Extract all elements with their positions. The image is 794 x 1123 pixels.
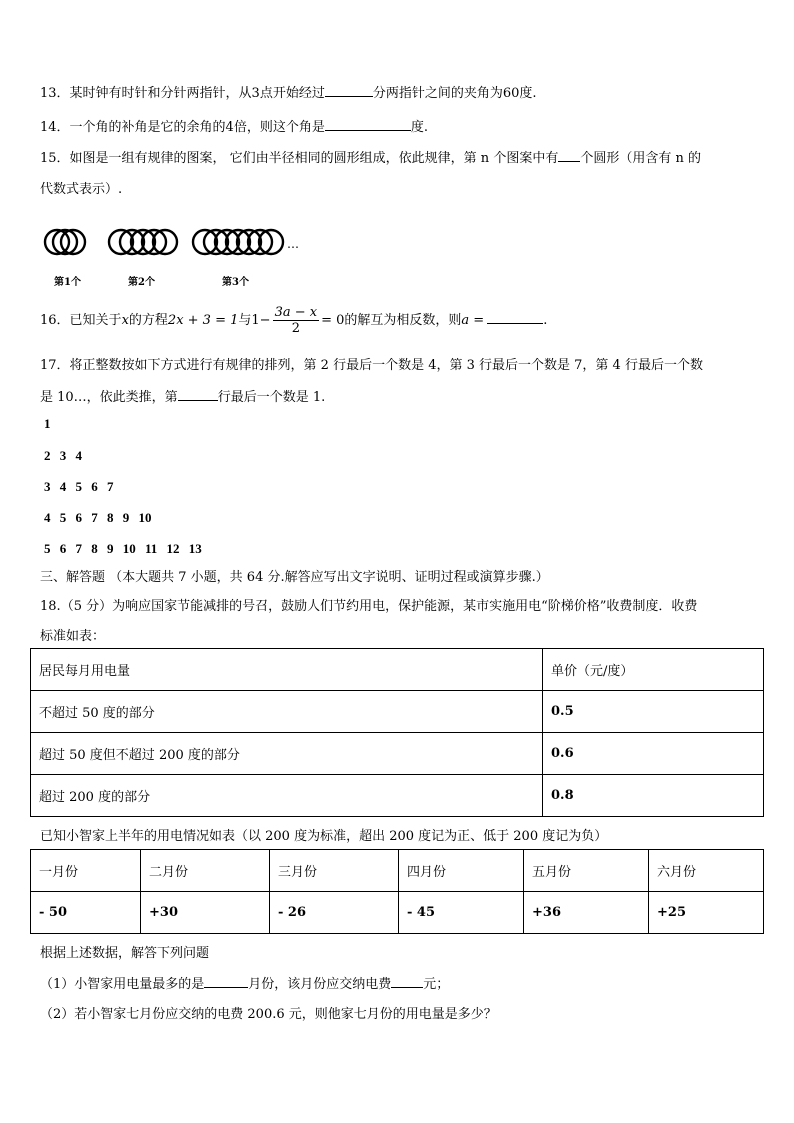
question-text: 如图是一组有规律的图案， 它们由半径相同的圆形组成，依此规律，第 n 个图案中有 bbox=[69, 151, 559, 166]
table-cell: - 26 bbox=[270, 892, 399, 934]
section-heading: 三、解答题 （本大题共 7 小题，共 64 分.解答应写出文字说明、证明过程或演算步骤.） bbox=[40, 570, 549, 585]
pattern-3 bbox=[193, 230, 283, 254]
question-text: 行最后一个数是 1. bbox=[217, 390, 326, 405]
table-header-cell: 三月份 bbox=[270, 850, 399, 892]
sub-question-2: （2）若小智家七月份应交纳的电费 200.6 元，则他家七月份的用电量是多少？ bbox=[40, 1007, 497, 1022]
table-cell: +25 bbox=[649, 892, 764, 934]
question-17-line2 bbox=[40, 386, 325, 405]
question-text: . bbox=[543, 313, 548, 328]
table-row bbox=[31, 892, 764, 934]
answer-blank[interactable] bbox=[178, 388, 218, 401]
question-number: 14． bbox=[40, 120, 70, 135]
question-15-line1 bbox=[40, 147, 701, 166]
question-18-line2: 标准如表： bbox=[40, 629, 106, 644]
table-header-cell: 单价（元/度） bbox=[543, 649, 764, 691]
answer-blank[interactable] bbox=[487, 311, 543, 324]
question-number: 18. bbox=[40, 599, 61, 614]
question-number: 15． bbox=[40, 151, 70, 166]
answer-intro: 根据上述数据，解答下列问题 bbox=[40, 946, 210, 961]
table-header-cell: 居民每月用电量 bbox=[31, 649, 543, 691]
question-number: 13． bbox=[40, 86, 70, 101]
math-var: x bbox=[121, 313, 129, 328]
question-text: 某时钟有时针和分针两指针，从3点开始经过 bbox=[69, 86, 325, 101]
answer-blank[interactable] bbox=[558, 149, 580, 162]
question-text: 已知关于 bbox=[69, 313, 122, 328]
question-text: 分两指针之间的夹角为60度. bbox=[372, 86, 537, 101]
ellipsis: … bbox=[287, 237, 299, 251]
table-header-cell: 六月份 bbox=[649, 850, 764, 892]
fraction-denominator: 2 bbox=[291, 321, 300, 336]
usage-table bbox=[30, 849, 764, 934]
table-cell: 0.5 bbox=[543, 691, 764, 733]
question-number: 17． bbox=[40, 358, 70, 373]
caption-3: 第3个 bbox=[222, 277, 249, 288]
question-18-line1 bbox=[40, 595, 697, 614]
table-header-row bbox=[31, 850, 764, 892]
question-text: 的解互为相反数，则 bbox=[344, 313, 462, 328]
table-cell: 不超过 50 度的部分 bbox=[31, 691, 543, 733]
question-text: （5 分）为响应国家节能减排的号召，鼓励人们节约用电，保护能源，某市实施用电“阶梯价格”收费制度．收费 bbox=[60, 599, 698, 614]
question-text: 元； bbox=[423, 977, 450, 992]
answer-blank[interactable] bbox=[325, 118, 411, 131]
pattern-1 bbox=[45, 230, 85, 254]
sub-question-1 bbox=[40, 973, 449, 992]
caption-2: 第2个 bbox=[128, 277, 155, 288]
question-text: 月份，该月份应交纳电费 bbox=[248, 977, 392, 992]
question-text: 一个角的补角是它的余角的4倍，则这个角是 bbox=[69, 120, 325, 135]
table-row bbox=[31, 733, 764, 775]
table-cell: 超过 200 度的部分 bbox=[31, 775, 543, 817]
equation-2-part: 1− bbox=[251, 313, 271, 328]
question-text: 是 10…，依此类推，第 bbox=[40, 390, 178, 405]
table-cell: - 45 bbox=[399, 892, 524, 934]
sequence-row-3: 3 4 5 6 7 bbox=[44, 479, 114, 494]
known-info: 已知小智家上半年的用电情况如表（以 200 度为标准，超出 200 度记为正、低于 200 度记为负） bbox=[40, 829, 608, 844]
answer-var: a = bbox=[461, 313, 485, 328]
table-header-row bbox=[31, 649, 764, 691]
answer-blank[interactable] bbox=[325, 84, 373, 97]
fraction bbox=[273, 305, 320, 336]
table-header-cell: 四月份 bbox=[399, 850, 524, 892]
question-text: 将正整数按如下方式进行有规律的排列，第 2 行最后一个数是 4，第 3 行最后一个数是 7，第 4 行最后一个数 bbox=[69, 358, 703, 373]
question-number: 16． bbox=[40, 313, 70, 328]
fraction-numerator: 3a − x bbox=[274, 305, 318, 320]
question-text: （1）小智家用电量最多的是 bbox=[40, 977, 205, 992]
question-15-line2: 代数式表示）. bbox=[40, 182, 123, 197]
table-row bbox=[31, 775, 764, 817]
table-cell: - 50 bbox=[31, 892, 141, 934]
question-16 bbox=[40, 305, 547, 336]
table-cell: 0.8 bbox=[543, 775, 764, 817]
question-text: 的方程 bbox=[128, 313, 168, 328]
sequence-row-5: 5 6 7 8 9 10 11 12 13 bbox=[44, 541, 202, 556]
equation-2-part: = 0 bbox=[321, 313, 345, 328]
answer-blank[interactable] bbox=[204, 975, 248, 988]
circle-pattern-figure bbox=[40, 222, 300, 270]
equation-1: 2x + 3 = 1 bbox=[167, 313, 239, 328]
table-cell: 0.6 bbox=[543, 733, 764, 775]
question-13 bbox=[40, 82, 537, 101]
sequence-row-2: 2 3 4 bbox=[44, 448, 82, 463]
question-14 bbox=[40, 116, 428, 135]
question-17-line1 bbox=[40, 354, 703, 373]
answer-blank[interactable] bbox=[391, 975, 423, 988]
sequence-row-4: 4 5 6 7 8 9 10 bbox=[44, 510, 152, 525]
price-table bbox=[30, 648, 764, 817]
caption-1: 第1个 bbox=[54, 277, 81, 288]
table-header-cell: 五月份 bbox=[524, 850, 649, 892]
table-cell: +36 bbox=[524, 892, 649, 934]
sequence-row-1: 1 bbox=[44, 416, 51, 431]
table-header-cell: 一月份 bbox=[31, 850, 141, 892]
table-cell: +30 bbox=[141, 892, 270, 934]
question-text: 与 bbox=[238, 313, 252, 328]
question-text: 个圆形（用含有 n 的 bbox=[580, 151, 701, 166]
question-text: 度. bbox=[410, 120, 428, 135]
pattern-2 bbox=[109, 230, 177, 254]
table-header-cell: 二月份 bbox=[141, 850, 270, 892]
table-row bbox=[31, 691, 764, 733]
table-cell: 超过 50 度但不超过 200 度的部分 bbox=[31, 733, 543, 775]
